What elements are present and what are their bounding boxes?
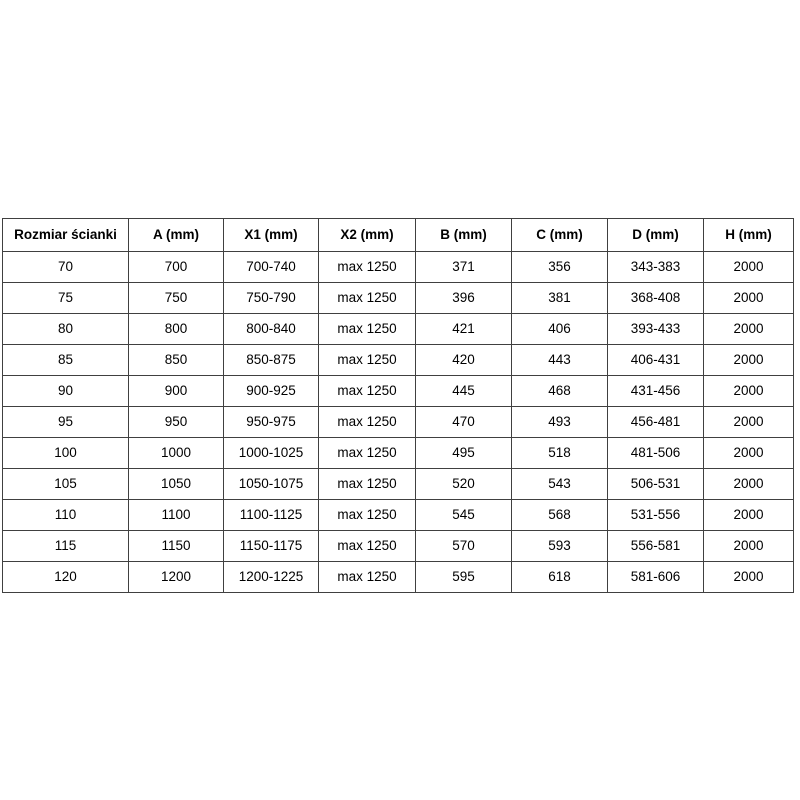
table-cell: 100 [3,438,129,469]
column-header: H (mm) [704,219,794,252]
table-cell: max 1250 [319,500,416,531]
table-cell: 850-875 [224,345,319,376]
table-cell: 421 [416,314,512,345]
column-header: A (mm) [129,219,224,252]
table-row [3,283,794,314]
table-cell: max 1250 [319,407,416,438]
table-cell: 431-456 [608,376,704,407]
table-cell: 2000 [704,469,794,500]
table-cell: 618 [512,562,608,593]
table-cell: 520 [416,469,512,500]
table-cell: 80 [3,314,129,345]
dimensions-table [2,218,794,593]
table-row [3,252,794,283]
table-cell: 1100-1125 [224,500,319,531]
column-header: Rozmiar ścianki [3,219,129,252]
table-cell: 368-408 [608,283,704,314]
table-cell: 406 [512,314,608,345]
table-cell: 2000 [704,407,794,438]
table-cell: 75 [3,283,129,314]
table-row [3,407,794,438]
table-cell: 468 [512,376,608,407]
column-header: X2 (mm) [319,219,416,252]
table-cell: 700-740 [224,252,319,283]
table-cell: max 1250 [319,345,416,376]
table-cell: 2000 [704,562,794,593]
table-cell: max 1250 [319,283,416,314]
table-cell: 120 [3,562,129,593]
table-cell: 750 [129,283,224,314]
table-cell: 570 [416,531,512,562]
table-cell: max 1250 [319,314,416,345]
table-cell: 506-531 [608,469,704,500]
table-cell: 110 [3,500,129,531]
column-header: X1 (mm) [224,219,319,252]
table-cell: 493 [512,407,608,438]
table-row [3,314,794,345]
table-cell: 581-606 [608,562,704,593]
table-cell: 1100 [129,500,224,531]
table-cell: 750-790 [224,283,319,314]
table-cell: 2000 [704,283,794,314]
table-cell: 396 [416,283,512,314]
table-cell: 800 [129,314,224,345]
table-cell: 2000 [704,345,794,376]
table-cell: 105 [3,469,129,500]
column-header: B (mm) [416,219,512,252]
table-cell: 1000-1025 [224,438,319,469]
table-cell: 456-481 [608,407,704,438]
table-cell: 900-925 [224,376,319,407]
table-row [3,531,794,562]
table-row [3,562,794,593]
table-cell: 1200 [129,562,224,593]
table-cell: 90 [3,376,129,407]
table-row [3,500,794,531]
table-cell: 593 [512,531,608,562]
table-cell: 700 [129,252,224,283]
table-header-row [3,219,794,252]
table-cell: 1200-1225 [224,562,319,593]
table-cell: 445 [416,376,512,407]
table-cell: 800-840 [224,314,319,345]
table-row [3,376,794,407]
table-cell: 70 [3,252,129,283]
table-row [3,438,794,469]
table-cell: 420 [416,345,512,376]
table-cell: max 1250 [319,531,416,562]
table-cell: max 1250 [319,469,416,500]
column-header: C (mm) [512,219,608,252]
table-cell: 356 [512,252,608,283]
table-cell: 343-383 [608,252,704,283]
table-cell: 1150-1175 [224,531,319,562]
table-cell: 2000 [704,438,794,469]
table-cell: 900 [129,376,224,407]
table-cell: 850 [129,345,224,376]
table-cell: max 1250 [319,562,416,593]
table-cell: 95 [3,407,129,438]
table-cell: 406-431 [608,345,704,376]
table-cell: 950 [129,407,224,438]
table-cell: 543 [512,469,608,500]
table-cell: 443 [512,345,608,376]
table-cell: max 1250 [319,252,416,283]
table-cell: 495 [416,438,512,469]
table-row [3,345,794,376]
table-cell: 393-433 [608,314,704,345]
table-row [3,469,794,500]
table-cell: 568 [512,500,608,531]
table-cell: 2000 [704,314,794,345]
table-cell: max 1250 [319,438,416,469]
table-cell: 531-556 [608,500,704,531]
table-cell: 1050-1075 [224,469,319,500]
table-cell: 1150 [129,531,224,562]
table-cell: 1000 [129,438,224,469]
table-cell: 2000 [704,376,794,407]
table-cell: 950-975 [224,407,319,438]
table-cell: 1050 [129,469,224,500]
table-cell: 470 [416,407,512,438]
table-cell: 371 [416,252,512,283]
table-cell: 381 [512,283,608,314]
table-cell: 481-506 [608,438,704,469]
table-cell: 2000 [704,500,794,531]
table-cell: 85 [3,345,129,376]
column-header: D (mm) [608,219,704,252]
table-cell: 2000 [704,531,794,562]
table-cell: max 1250 [319,376,416,407]
table-cell: 2000 [704,252,794,283]
table-cell: 545 [416,500,512,531]
table-cell: 595 [416,562,512,593]
table-cell: 556-581 [608,531,704,562]
table-cell: 115 [3,531,129,562]
table-cell: 518 [512,438,608,469]
table-body [3,252,794,593]
